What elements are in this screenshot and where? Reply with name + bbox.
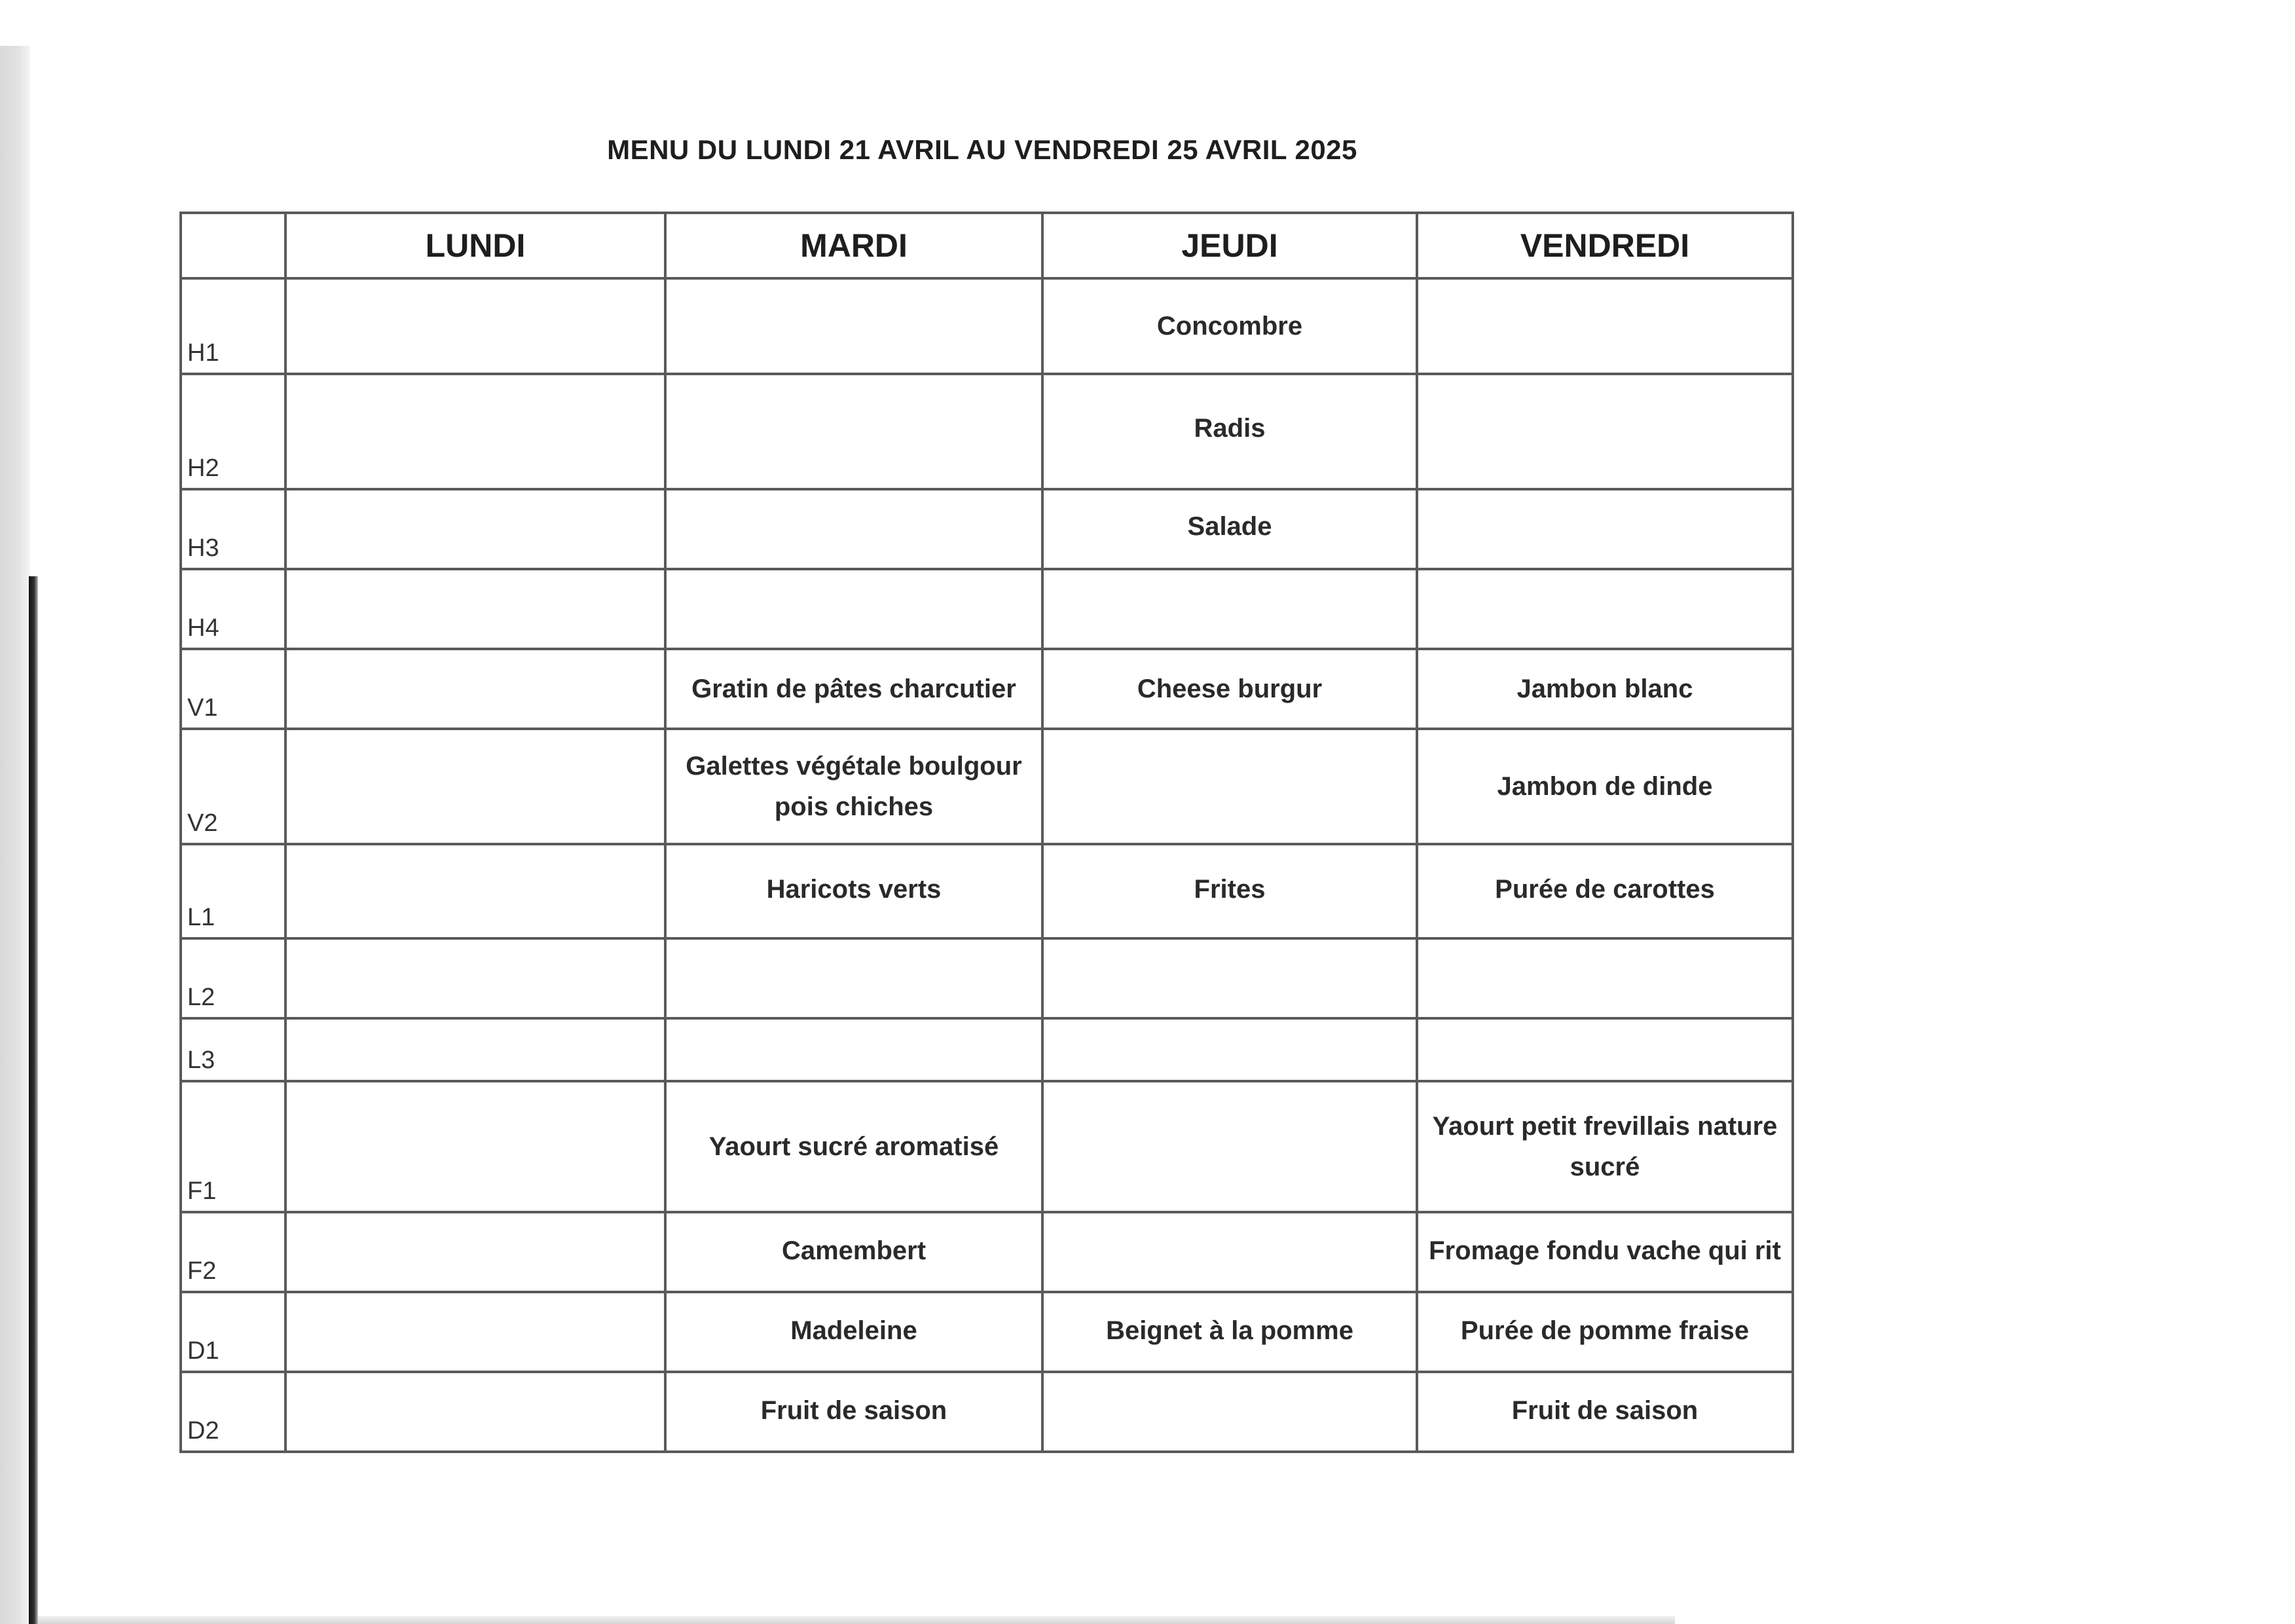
header-corner (181, 213, 285, 278)
page-title: MENU DU LUNDI 21 AVRIL AU VENDREDI 25 AVRIL 2025 (607, 134, 1357, 165)
row-code: H3 (181, 489, 285, 569)
table-row (181, 1081, 1793, 1212)
cell-lundi (285, 1292, 665, 1372)
cell-lundi (285, 938, 665, 1018)
cell-jeudi (1042, 938, 1417, 1018)
cell-jeudi: Cheese burgur (1042, 649, 1417, 729)
cell-lundi (285, 569, 665, 649)
table-row (181, 374, 1793, 489)
cell-vendredi: Jambon de dinde (1417, 729, 1793, 844)
cell-jeudi (1042, 844, 1417, 938)
dish-text: Purée de carottes (1495, 875, 1715, 904)
scan-edge-shadow (29, 576, 38, 1624)
table-row (181, 489, 1793, 569)
cell-jeudi (1042, 489, 1417, 569)
scan-bottom-margin (38, 1616, 1675, 1624)
row-code: H1 (181, 278, 285, 374)
cell-mardi (665, 1372, 1042, 1452)
dish-text: Frites (1194, 875, 1266, 904)
table-row (181, 1018, 1793, 1081)
cell-jeudi (1042, 374, 1417, 489)
cell-jeudi (1042, 278, 1417, 374)
cell-jeudi (1042, 1292, 1417, 1372)
cell-mardi (665, 374, 1042, 489)
cell-jeudi (1042, 1212, 1417, 1292)
cell-lundi (285, 1212, 665, 1292)
row-code: V1 (181, 649, 285, 729)
cell-mardi: Galettes végétale boulgour pois chiches (665, 729, 1042, 844)
cell-lundi (285, 844, 665, 938)
row-code: L3 (181, 1018, 285, 1081)
cell-jeudi (1042, 1372, 1417, 1452)
table-row (181, 729, 1793, 844)
cell-vendredi (1417, 1212, 1793, 1292)
dish-text: Fruit de saison (1511, 1396, 1698, 1425)
cell-mardi: Yaourt sucré aromatisé (665, 1081, 1042, 1212)
cell-jeudi (1042, 1018, 1417, 1081)
table-row (181, 1212, 1793, 1292)
cell-lundi (285, 278, 665, 374)
header-lundi: LUNDI (285, 213, 665, 278)
cell-vendredi (1417, 374, 1793, 489)
table-row (181, 1372, 1793, 1452)
cell-mardi: Gratin de pâtes charcutier (665, 649, 1042, 729)
cell-vendredi (1417, 844, 1793, 938)
cell-jeudi (1042, 1081, 1417, 1212)
dish-text: Camembert (781, 1236, 927, 1265)
table-row (181, 569, 1793, 649)
table-row (181, 1292, 1793, 1372)
dish-text: Madeleine (790, 1316, 917, 1345)
dish-text: Salade (1187, 512, 1272, 541)
row-code: F1 (181, 1081, 285, 1212)
cell-lundi (285, 1081, 665, 1212)
row-code: L1 (181, 844, 285, 938)
dish-text: Haricots verts (766, 875, 942, 904)
cell-vendredi (1417, 278, 1793, 374)
header-jeudi: JEUDI (1042, 213, 1417, 278)
dish-text: Fruit de saison (760, 1396, 947, 1425)
table-row (181, 649, 1793, 729)
cell-lundi (285, 489, 665, 569)
cell-mardi (665, 844, 1042, 938)
header-row (181, 213, 1793, 278)
header-mardi: MARDI (665, 213, 1042, 278)
cell-vendredi (1417, 1018, 1793, 1081)
cell-lundi (285, 1018, 665, 1081)
row-code: H4 (181, 569, 285, 649)
cell-vendredi (1417, 1372, 1793, 1452)
dish-text: Concombre (1156, 312, 1303, 341)
cell-lundi (285, 1372, 665, 1452)
cell-jeudi (1042, 569, 1417, 649)
cell-mardi (665, 938, 1042, 1018)
dish-text: Radis (1194, 414, 1266, 443)
cell-vendredi (1417, 938, 1793, 1018)
cell-vendredi: Yaourt petit frevillais nature sucré (1417, 1081, 1793, 1212)
cell-vendredi (1417, 489, 1793, 569)
cell-vendredi (1417, 1292, 1793, 1372)
cell-vendredi: Jambon blanc (1417, 649, 1793, 729)
cell-lundi (285, 649, 665, 729)
cell-mardi (665, 1292, 1042, 1372)
cell-lundi (285, 374, 665, 489)
dish-text: Fromage fondu vache qui rit (1429, 1236, 1781, 1265)
cell-lundi (285, 729, 665, 844)
cell-jeudi (1042, 729, 1417, 844)
table-row (181, 938, 1793, 1018)
table-row (181, 844, 1793, 938)
table-row (181, 278, 1793, 374)
cell-mardi (665, 569, 1042, 649)
row-code: L2 (181, 938, 285, 1018)
scan-left-margin (0, 46, 30, 1624)
cell-vendredi (1417, 569, 1793, 649)
cell-mardi (665, 489, 1042, 569)
cell-mardi (665, 278, 1042, 374)
menu-table (179, 212, 1794, 1453)
header-vendredi: VENDREDI (1417, 213, 1793, 278)
dish-text: Beignet à la pomme (1106, 1316, 1353, 1345)
row-code: V2 (181, 729, 285, 844)
row-code: H2 (181, 374, 285, 489)
cell-mardi (665, 1212, 1042, 1292)
cell-mardi (665, 1018, 1042, 1081)
row-code: D1 (181, 1292, 285, 1372)
row-code: F2 (181, 1212, 285, 1292)
row-code: D2 (181, 1372, 285, 1452)
dish-text: Purée de pomme fraise (1460, 1316, 1750, 1345)
